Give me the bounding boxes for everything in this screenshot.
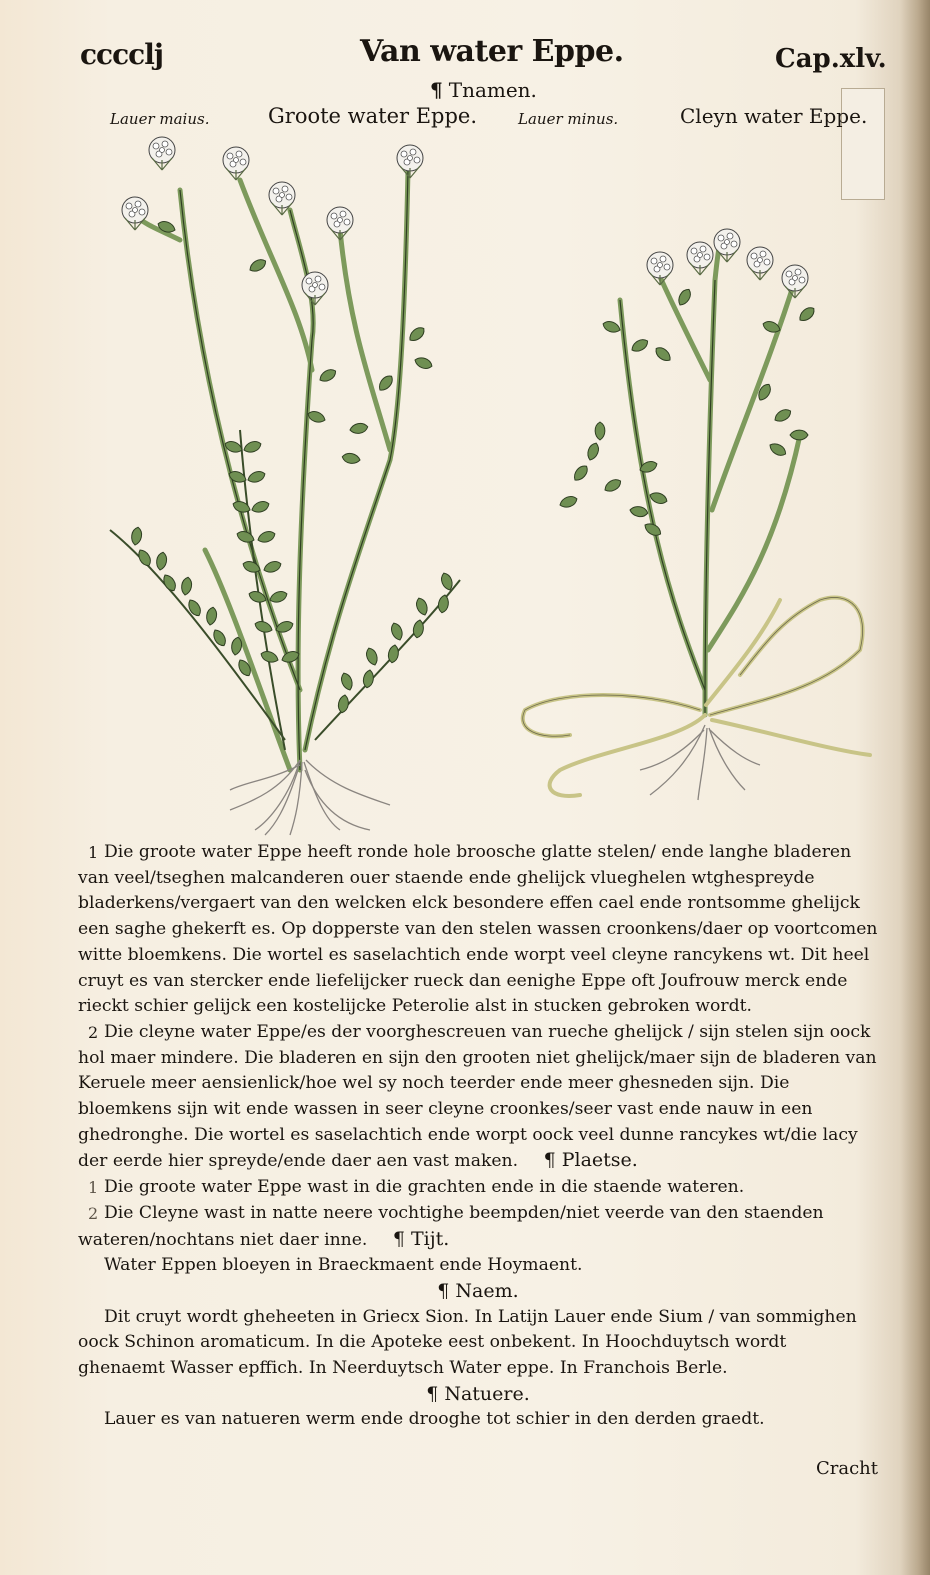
folio-number: cccclj bbox=[80, 38, 163, 71]
item-number: 1 bbox=[88, 1178, 99, 1198]
figure-label-groote-water-eppe: Groote water Eppe. bbox=[268, 104, 478, 128]
plant-cleyn-water-eppe bbox=[523, 229, 870, 800]
naem-text: Dit cruyt wordt gheheeten in Griecx Sion. In Latijn Lauer ende Sium / van sommighen oock Schinon aromaticum. In die Apoteke eest onbekent. In Hoochduytsch wordt ghenaemt Wasser epffich. In Neerduytsch Water eppe. In Franchois Berle. bbox=[78, 1306, 857, 1379]
running-title: Van water Eppe. bbox=[360, 34, 624, 69]
figure-label-lauer-maius: Lauer maius. bbox=[110, 110, 210, 128]
catchword: Cracht bbox=[815, 1458, 878, 1479]
names-heading bbox=[430, 78, 537, 102]
plaetse-item-1 bbox=[78, 1175, 878, 1201]
paragraph-1 bbox=[78, 840, 878, 1020]
item-number: 2 bbox=[88, 1203, 99, 1223]
figure-label-lauer-minus: Lauer minus. bbox=[518, 110, 619, 128]
section-heading-natuere: ¶ Natuere. bbox=[426, 1382, 530, 1405]
names-heading-label: Tnamen. bbox=[448, 78, 537, 102]
section-heading-plaetse: ¶ Plaetse. bbox=[543, 1149, 638, 1172]
section-heading-tijt: ¶ Tijt. bbox=[392, 1227, 450, 1250]
figure-label-cleyn-water-eppe: Cleyn water Eppe. bbox=[680, 104, 868, 128]
chapter-number: Cap.xlv. bbox=[775, 44, 887, 74]
paragraph-text: Die cleyne water Eppe/es der voorghescreuen van rueche ghelijck / sijn stelen sijn oock hol maer mindere. Die bladeren en sijn den grooten niet ghelijck/maer sijn de bladeren van Keruele meer aensienlick/hoe wel sy noch teerder ende meer ghesneden sijn. Die bloemkens sijn wit ende wassen in seer cleyne croonkes/seer vast ende nauw in een ghedronghe. Die wortel es saselachtich ende worpt oock veel dunne rancykes wt/die lacy der eerde hier spreyde/ende daer aen vast maken. bbox=[78, 1021, 877, 1172]
botanical-illustrations bbox=[0, 130, 930, 840]
natuere-text: Lauer es van natueren werm ende drooghe tot schier in den derden graedt. bbox=[104, 1409, 765, 1430]
plant-groote-water-eppe bbox=[110, 137, 460, 835]
tijt-text: Water Eppen bloeyen in Braeckmaent ende Hoymaent. bbox=[104, 1255, 583, 1276]
paragraph-text: Die groote water Eppe heeft ronde hole broosche glatte stelen/ ende langhe bladeren van veel/tseghen malcanderen ouer staende ende ghelijck vlueghelen wtghespreyde bladerkens/vergaert van den welcken elck besondere effen cael ende rontsomme ghelijck een saghe ghekerft es. Op dopperste van den stelen wassen croonkens/daer op voortcomen witte bloemkens. Die wortel es saselachtich ende worpt veel cleyne rancykens wt. Dit heel cruyt es van stercker ende liefelijcker rueck dan eenighe Eppe oft Joufrouw merck ende rieckt schier gelijck een kostelijcke Peterolie alst in stucken gebroken wordt. bbox=[78, 842, 878, 1017]
paragraph-2 bbox=[78, 1020, 878, 1175]
paragraph-number: 2 bbox=[88, 1022, 99, 1042]
item-text: Die groote water Eppe wast in die grachten ende in die staende wateren. bbox=[104, 1177, 745, 1198]
body-text bbox=[78, 840, 878, 1433]
paragraph-number: 1 bbox=[88, 843, 99, 862]
pilcrow-icon: ¶ bbox=[430, 78, 443, 102]
plaetse-item-2 bbox=[78, 1201, 878, 1253]
section-heading-naem: ¶ Naem. bbox=[437, 1279, 519, 1302]
item-text: Die Cleyne wast in natte neere vochtighe beempden/niet veerde van den staenden wateren/nochtans niet daer inne. bbox=[78, 1202, 824, 1250]
